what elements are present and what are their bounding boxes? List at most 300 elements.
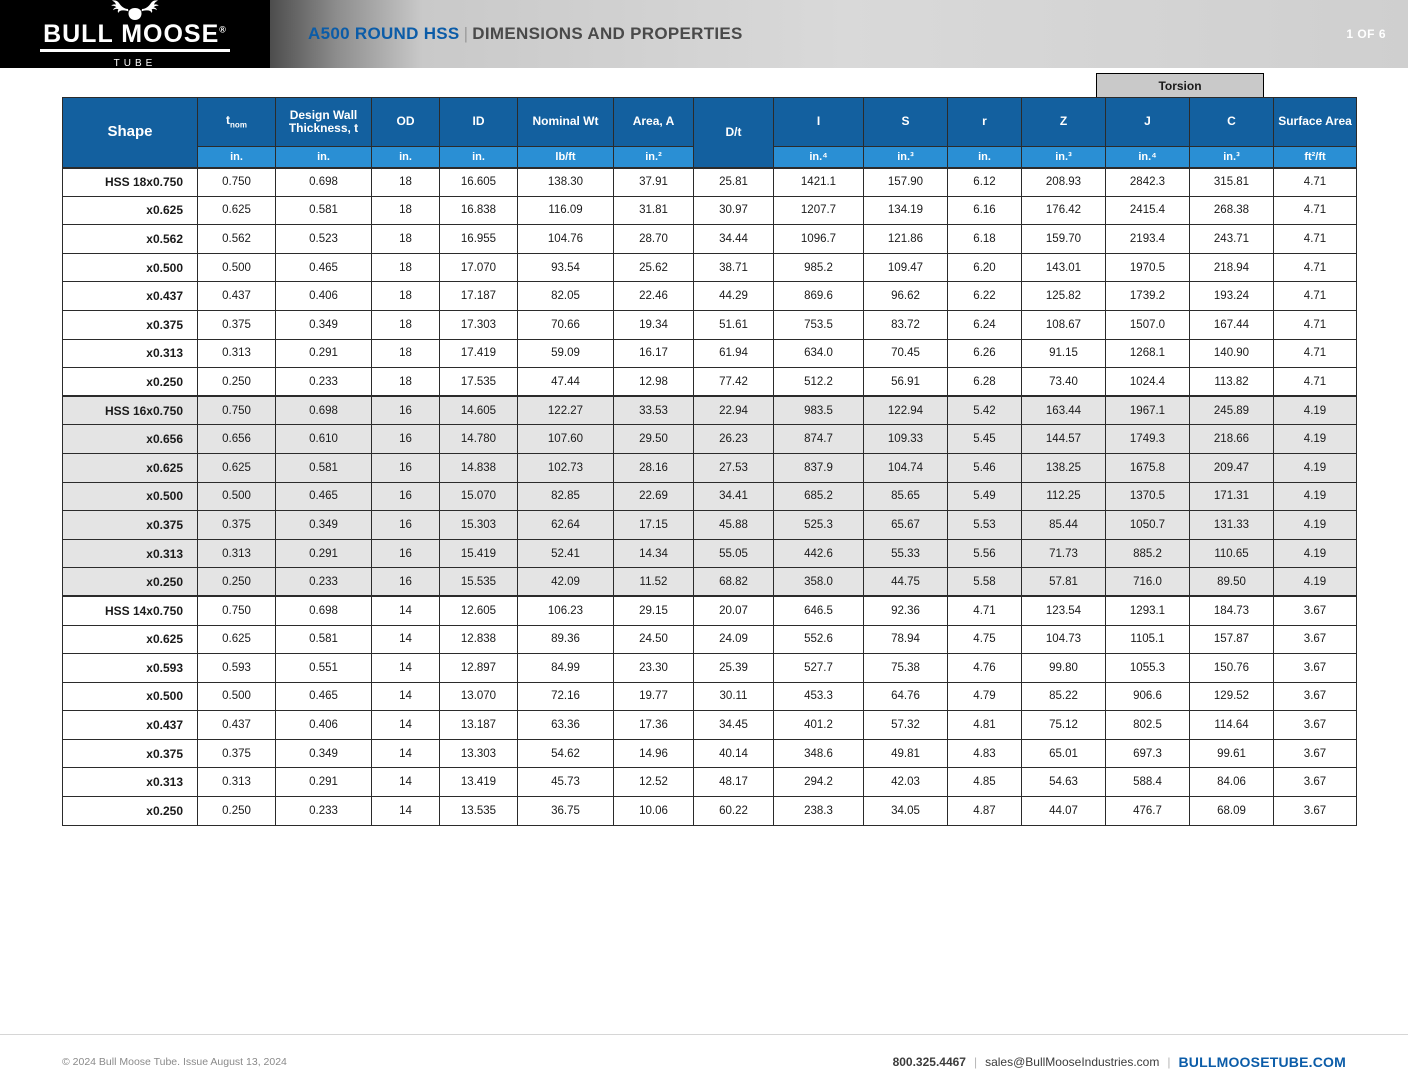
page-title-primary: A500 ROUND HSS (308, 24, 460, 43)
cell-value: 17.535 (440, 368, 518, 397)
cell-value: 176.42 (1022, 196, 1106, 225)
cell-value: 17.419 (440, 339, 518, 368)
footer-separator-2: | (1167, 1054, 1171, 1069)
cell-value: 0.349 (276, 739, 372, 768)
cell-value: 16 (372, 482, 440, 511)
col-header-surface-area: Surface Area (1274, 98, 1357, 147)
cell-value: 89.50 (1190, 568, 1274, 597)
cell-value: 0.625 (198, 196, 276, 225)
logo-wordmark-text: BULL MOOSE (43, 20, 220, 48)
cell-shape: HSS 18x0.750 (63, 168, 198, 197)
cell-value: 0.437 (198, 282, 276, 311)
cell-value: 4.75 (948, 625, 1022, 654)
table-row (63, 511, 1357, 540)
footer-contact (893, 1054, 1346, 1070)
cell-value: 17.187 (440, 282, 518, 311)
cell-value: 4.19 (1274, 568, 1357, 597)
cell-value: 84.99 (518, 654, 614, 683)
cell-value: 61.94 (694, 339, 774, 368)
cell-value: 2415.4 (1106, 196, 1190, 225)
cell-value: 0.291 (276, 339, 372, 368)
cell-value: 109.33 (864, 425, 948, 454)
cell-value: 1739.2 (1106, 282, 1190, 311)
cell-value: 18 (372, 339, 440, 368)
cell-value: 34.05 (864, 797, 948, 826)
cell-value: 75.12 (1022, 711, 1106, 740)
cell-value: 33.53 (614, 396, 694, 425)
cell-value: 4.76 (948, 654, 1022, 683)
cell-value: 1055.3 (1106, 654, 1190, 683)
cell-value: 121.86 (864, 225, 948, 254)
cell-value: 157.90 (864, 168, 948, 197)
table-row (63, 196, 1357, 225)
cell-value: 869.6 (774, 282, 864, 311)
cell-value: 4.19 (1274, 539, 1357, 568)
cell-value: 0.581 (276, 625, 372, 654)
page-footer (0, 1034, 1408, 1088)
cell-value: 163.44 (1022, 396, 1106, 425)
cell-value: 983.5 (774, 396, 864, 425)
table-row (63, 425, 1357, 454)
cell-value: 68.82 (694, 568, 774, 597)
cell-value: 1749.3 (1106, 425, 1190, 454)
cell-value: 12.605 (440, 596, 518, 625)
cell-value: 131.33 (1190, 511, 1274, 540)
table-row (63, 453, 1357, 482)
cell-value: 96.62 (864, 282, 948, 311)
cell-value: 0.375 (198, 310, 276, 339)
cell-value: 4.19 (1274, 453, 1357, 482)
table-row (63, 253, 1357, 282)
logo-subtext: TUBE (113, 58, 157, 69)
cell-shape: HSS 16x0.750 (63, 396, 198, 425)
cell-value: 12.897 (440, 654, 518, 683)
cell-value: 159.70 (1022, 225, 1106, 254)
cell-value: 3.67 (1274, 682, 1357, 711)
cell-value: 0.291 (276, 768, 372, 797)
cell-value: 697.3 (1106, 739, 1190, 768)
cell-value: 28.70 (614, 225, 694, 254)
cell-value: 4.71 (1274, 368, 1357, 397)
cell-value: 1967.1 (1106, 396, 1190, 425)
cell-value: 4.87 (948, 797, 1022, 826)
col-unit-J: in.⁴ (1106, 147, 1190, 168)
cell-value: 57.81 (1022, 568, 1106, 597)
cell-value: 122.27 (518, 396, 614, 425)
cell-value: 75.38 (864, 654, 948, 683)
cell-value: 1207.7 (774, 196, 864, 225)
cell-value: 10.06 (614, 797, 694, 826)
cell-value: 0.593 (198, 654, 276, 683)
cell-value: 4.71 (1274, 253, 1357, 282)
cell-value: 6.28 (948, 368, 1022, 397)
cell-value: 716.0 (1106, 568, 1190, 597)
col-header-design-wall-thickness: Design Wall Thickness, t (276, 98, 372, 147)
cell-value: 26.23 (694, 425, 774, 454)
cell-value: 3.67 (1274, 596, 1357, 625)
cell-value: 18 (372, 168, 440, 197)
page-title (308, 24, 743, 44)
cell-value: 4.83 (948, 739, 1022, 768)
footer-email[interactable]: sales@BullMooseIndustries.com (985, 1054, 1160, 1069)
cell-value: 0.610 (276, 425, 372, 454)
cell-value: 18 (372, 196, 440, 225)
cell-value: 0.349 (276, 310, 372, 339)
cell-value: 54.62 (518, 739, 614, 768)
cell-value: 13.419 (440, 768, 518, 797)
cell-value: 14.780 (440, 425, 518, 454)
cell-value: 0.698 (276, 168, 372, 197)
col-header-C: C (1190, 98, 1274, 147)
cell-value: 4.71 (1274, 310, 1357, 339)
cell-value: 16 (372, 568, 440, 597)
cell-value: 51.61 (694, 310, 774, 339)
cell-value: 6.12 (948, 168, 1022, 197)
cell-value: 802.5 (1106, 711, 1190, 740)
table-row (63, 310, 1357, 339)
page-title-secondary: DIMENSIONS AND PROPERTIES (472, 24, 743, 43)
cell-value: 0.375 (198, 511, 276, 540)
cell-shape: x0.313 (63, 339, 198, 368)
cell-value: 92.36 (864, 596, 948, 625)
cell-value: 13.187 (440, 711, 518, 740)
cell-value: 4.19 (1274, 396, 1357, 425)
cell-value: 4.71 (1274, 168, 1357, 197)
cell-value: 72.16 (518, 682, 614, 711)
cell-shape: x0.562 (63, 225, 198, 254)
cell-value: 25.81 (694, 168, 774, 197)
cell-value: 15.070 (440, 482, 518, 511)
cell-shape: x0.437 (63, 711, 198, 740)
cell-value: 68.09 (1190, 797, 1274, 826)
cell-value: 106.23 (518, 596, 614, 625)
cell-value: 45.88 (694, 511, 774, 540)
cell-value: 4.71 (948, 596, 1022, 625)
cell-shape: x0.375 (63, 739, 198, 768)
page-header (0, 0, 1408, 68)
cell-value: 18 (372, 225, 440, 254)
brand-logo (0, 0, 270, 68)
cell-value: 73.40 (1022, 368, 1106, 397)
cell-value: 108.67 (1022, 310, 1106, 339)
col-unit-id: in. (440, 147, 518, 168)
cell-value: 16 (372, 511, 440, 540)
cell-value: 646.5 (774, 596, 864, 625)
cell-value: 47.44 (518, 368, 614, 397)
cell-value: 144.57 (1022, 425, 1106, 454)
cell-shape: x0.313 (63, 539, 198, 568)
col-unit-design-wall-thickness: in. (276, 147, 372, 168)
cell-value: 0.250 (198, 568, 276, 597)
table-row (63, 482, 1357, 511)
cell-value: 588.4 (1106, 768, 1190, 797)
cell-value: 57.32 (864, 711, 948, 740)
cell-value: 0.313 (198, 339, 276, 368)
cell-shape: x0.593 (63, 654, 198, 683)
cell-value: 4.85 (948, 768, 1022, 797)
cell-value: 36.75 (518, 797, 614, 826)
cell-value: 38.71 (694, 253, 774, 282)
col-unit-I: in.⁴ (774, 147, 864, 168)
cell-value: 48.17 (694, 768, 774, 797)
table-row (63, 625, 1357, 654)
cell-value: 0.233 (276, 368, 372, 397)
cell-value: 37.91 (614, 168, 694, 197)
table-row (63, 225, 1357, 254)
cell-value: 65.67 (864, 511, 948, 540)
table-row (63, 711, 1357, 740)
cell-value: 56.91 (864, 368, 948, 397)
cell-value: 143.01 (1022, 253, 1106, 282)
cell-value: 6.16 (948, 196, 1022, 225)
cell-value: 13.303 (440, 739, 518, 768)
cell-value: 125.82 (1022, 282, 1106, 311)
cell-value: 34.41 (694, 482, 774, 511)
cell-value: 82.05 (518, 282, 614, 311)
cell-value: 14 (372, 739, 440, 768)
cell-shape: x0.313 (63, 768, 198, 797)
cell-value: 885.2 (1106, 539, 1190, 568)
col-unit-r: in. (948, 147, 1022, 168)
cell-value: 104.76 (518, 225, 614, 254)
cell-value: 44.75 (864, 568, 948, 597)
cell-value: 25.39 (694, 654, 774, 683)
cell-value: 184.73 (1190, 596, 1274, 625)
cell-value: 14 (372, 654, 440, 683)
cell-value: 15.419 (440, 539, 518, 568)
cell-shape: x0.656 (63, 425, 198, 454)
cell-value: 0.406 (276, 282, 372, 311)
cell-value: 512.2 (774, 368, 864, 397)
cell-value: 634.0 (774, 339, 864, 368)
col-header-id: ID (440, 98, 518, 147)
footer-copyright: © 2024 Bull Moose Tube. Issue August 13, 2024 (62, 1055, 287, 1068)
cell-value: 63.36 (518, 711, 614, 740)
cell-value: 0.750 (198, 596, 276, 625)
col-header-area: Area, A (614, 98, 694, 147)
cell-value: 193.24 (1190, 282, 1274, 311)
cell-value: 49.81 (864, 739, 948, 768)
cell-value: 0.625 (198, 625, 276, 654)
cell-value: 0.750 (198, 396, 276, 425)
cell-value: 104.73 (1022, 625, 1106, 654)
cell-value: 3.67 (1274, 625, 1357, 654)
cell-shape: x0.437 (63, 282, 198, 311)
cell-value: 18 (372, 253, 440, 282)
cell-value: 837.9 (774, 453, 864, 482)
cell-value: 0.465 (276, 682, 372, 711)
cell-value: 0.581 (276, 453, 372, 482)
cell-value: 16.17 (614, 339, 694, 368)
footer-phone[interactable]: 800.325.4467 (892, 1054, 966, 1069)
cell-value: 0.698 (276, 396, 372, 425)
cell-value: 25.62 (614, 253, 694, 282)
cell-value: 42.03 (864, 768, 948, 797)
cell-value: 112.25 (1022, 482, 1106, 511)
cell-value: 0.656 (198, 425, 276, 454)
cell-value: 0.406 (276, 711, 372, 740)
cell-value: 1370.5 (1106, 482, 1190, 511)
cell-value: 442.6 (774, 539, 864, 568)
cell-value: 13.535 (440, 797, 518, 826)
cell-value: 22.46 (614, 282, 694, 311)
cell-value: 6.24 (948, 310, 1022, 339)
col-header-r: r (948, 98, 1022, 147)
cell-value: 5.45 (948, 425, 1022, 454)
cell-value: 82.85 (518, 482, 614, 511)
cell-shape: x0.625 (63, 453, 198, 482)
cell-value: 16 (372, 425, 440, 454)
col-unit-S: in.³ (864, 147, 948, 168)
cell-value: 77.42 (694, 368, 774, 397)
cell-value: 44.29 (694, 282, 774, 311)
cell-value: 0.698 (276, 596, 372, 625)
cell-value: 24.09 (694, 625, 774, 654)
cell-value: 42.09 (518, 568, 614, 597)
cell-value: 348.6 (774, 739, 864, 768)
cell-value: 4.79 (948, 682, 1022, 711)
cell-value: 14 (372, 768, 440, 797)
cell-value: 0.465 (276, 253, 372, 282)
cell-value: 15.303 (440, 511, 518, 540)
cell-value: 171.31 (1190, 482, 1274, 511)
cell-value: 245.89 (1190, 396, 1274, 425)
cell-shape: x0.250 (63, 368, 198, 397)
cell-value: 70.66 (518, 310, 614, 339)
cell-value: 0.233 (276, 568, 372, 597)
cell-value: 5.58 (948, 568, 1022, 597)
cell-value: 129.52 (1190, 682, 1274, 711)
cell-value: 527.7 (774, 654, 864, 683)
footer-separator-1: | (973, 1054, 978, 1069)
cell-value: 99.61 (1190, 739, 1274, 768)
cell-shape: HSS 14x0.750 (63, 596, 198, 625)
page-title-divider: | (463, 24, 469, 43)
properties-table-wrapper (62, 97, 1352, 826)
cell-value: 138.25 (1022, 453, 1106, 482)
cell-value: 0.349 (276, 511, 372, 540)
cell-value: 525.3 (774, 511, 864, 540)
cell-value: 4.81 (948, 711, 1022, 740)
cell-value: 0.500 (198, 482, 276, 511)
cell-value: 52.41 (518, 539, 614, 568)
col-unit-Z: in.³ (1022, 147, 1106, 168)
cell-value: 4.71 (1274, 282, 1357, 311)
cell-value: 874.7 (774, 425, 864, 454)
col-header-t-nom: $t_{nom}$ (198, 98, 276, 147)
cell-value: 5.46 (948, 453, 1022, 482)
cell-value: 13.070 (440, 682, 518, 711)
cell-value: 4.71 (1274, 225, 1357, 254)
cell-value: 14 (372, 596, 440, 625)
cell-value: 16 (372, 396, 440, 425)
cell-value: 64.76 (864, 682, 948, 711)
cell-value: 140.90 (1190, 339, 1274, 368)
cell-value: 5.42 (948, 396, 1022, 425)
cell-value: 14 (372, 797, 440, 826)
cell-value: 906.6 (1106, 682, 1190, 711)
cell-shape: x0.500 (63, 253, 198, 282)
properties-table (62, 97, 1357, 826)
cell-value: 123.54 (1022, 596, 1106, 625)
cell-value: 20.07 (694, 596, 774, 625)
cell-value: 29.15 (614, 596, 694, 625)
cell-value: 2193.4 (1106, 225, 1190, 254)
cell-value: 0.625 (198, 453, 276, 482)
col-header-I: I (774, 98, 864, 147)
table-row (63, 396, 1357, 425)
cell-value: 84.06 (1190, 768, 1274, 797)
cell-value: 28.16 (614, 453, 694, 482)
cell-value: 14.34 (614, 539, 694, 568)
cell-value: 89.36 (518, 625, 614, 654)
table-row (63, 739, 1357, 768)
cell-value: 85.65 (864, 482, 948, 511)
cell-value: 1268.1 (1106, 339, 1190, 368)
cell-value: 218.66 (1190, 425, 1274, 454)
cell-value: 358.0 (774, 568, 864, 597)
cell-value: 6.20 (948, 253, 1022, 282)
cell-value: 14.605 (440, 396, 518, 425)
col-unit-C: in.³ (1190, 147, 1274, 168)
col-unit-od: in. (372, 147, 440, 168)
col-unit-area: in.² (614, 147, 694, 168)
cell-value: 99.80 (1022, 654, 1106, 683)
cell-value: 4.71 (1274, 196, 1357, 225)
cell-value: 14.838 (440, 453, 518, 482)
cell-value: 1105.1 (1106, 625, 1190, 654)
table-row (63, 682, 1357, 711)
table-row (63, 368, 1357, 397)
cell-value: 110.65 (1190, 539, 1274, 568)
col-unit-surface-area: ft²/ft (1274, 147, 1357, 168)
cell-value: 17.36 (614, 711, 694, 740)
cell-value: 4.71 (1274, 339, 1357, 368)
cell-value: 4.19 (1274, 425, 1357, 454)
table-row (63, 768, 1357, 797)
cell-value: 17.15 (614, 511, 694, 540)
cell-value: 114.64 (1190, 711, 1274, 740)
cell-value: 14 (372, 682, 440, 711)
cell-value: 54.63 (1022, 768, 1106, 797)
cell-value: 3.67 (1274, 739, 1357, 768)
cell-value: 85.44 (1022, 511, 1106, 540)
cell-value: 0.551 (276, 654, 372, 683)
cell-value: 4.19 (1274, 511, 1357, 540)
cell-value: 109.47 (864, 253, 948, 282)
cell-value: 238.3 (774, 797, 864, 826)
cell-value: 30.11 (694, 682, 774, 711)
logo-wordmark: BULL MOOSE® (43, 20, 227, 48)
cell-value: 16 (372, 539, 440, 568)
cell-value: 14 (372, 625, 440, 654)
cell-value: 12.52 (614, 768, 694, 797)
cell-value: 65.01 (1022, 739, 1106, 768)
cell-value: 34.45 (694, 711, 774, 740)
cell-value: 0.250 (198, 797, 276, 826)
cell-value: 208.93 (1022, 168, 1106, 197)
footer-website[interactable]: BULLMOOSETUBE.COM (1178, 1053, 1346, 1070)
cell-value: 0.250 (198, 368, 276, 397)
cell-value: 85.22 (1022, 682, 1106, 711)
cell-value: 0.581 (276, 196, 372, 225)
cell-value: 3.67 (1274, 711, 1357, 740)
cell-value: 0.313 (198, 539, 276, 568)
cell-value: 157.87 (1190, 625, 1274, 654)
cell-value: 104.74 (864, 453, 948, 482)
cell-shape: x0.375 (63, 310, 198, 339)
col-header-Z: Z (1022, 98, 1106, 147)
